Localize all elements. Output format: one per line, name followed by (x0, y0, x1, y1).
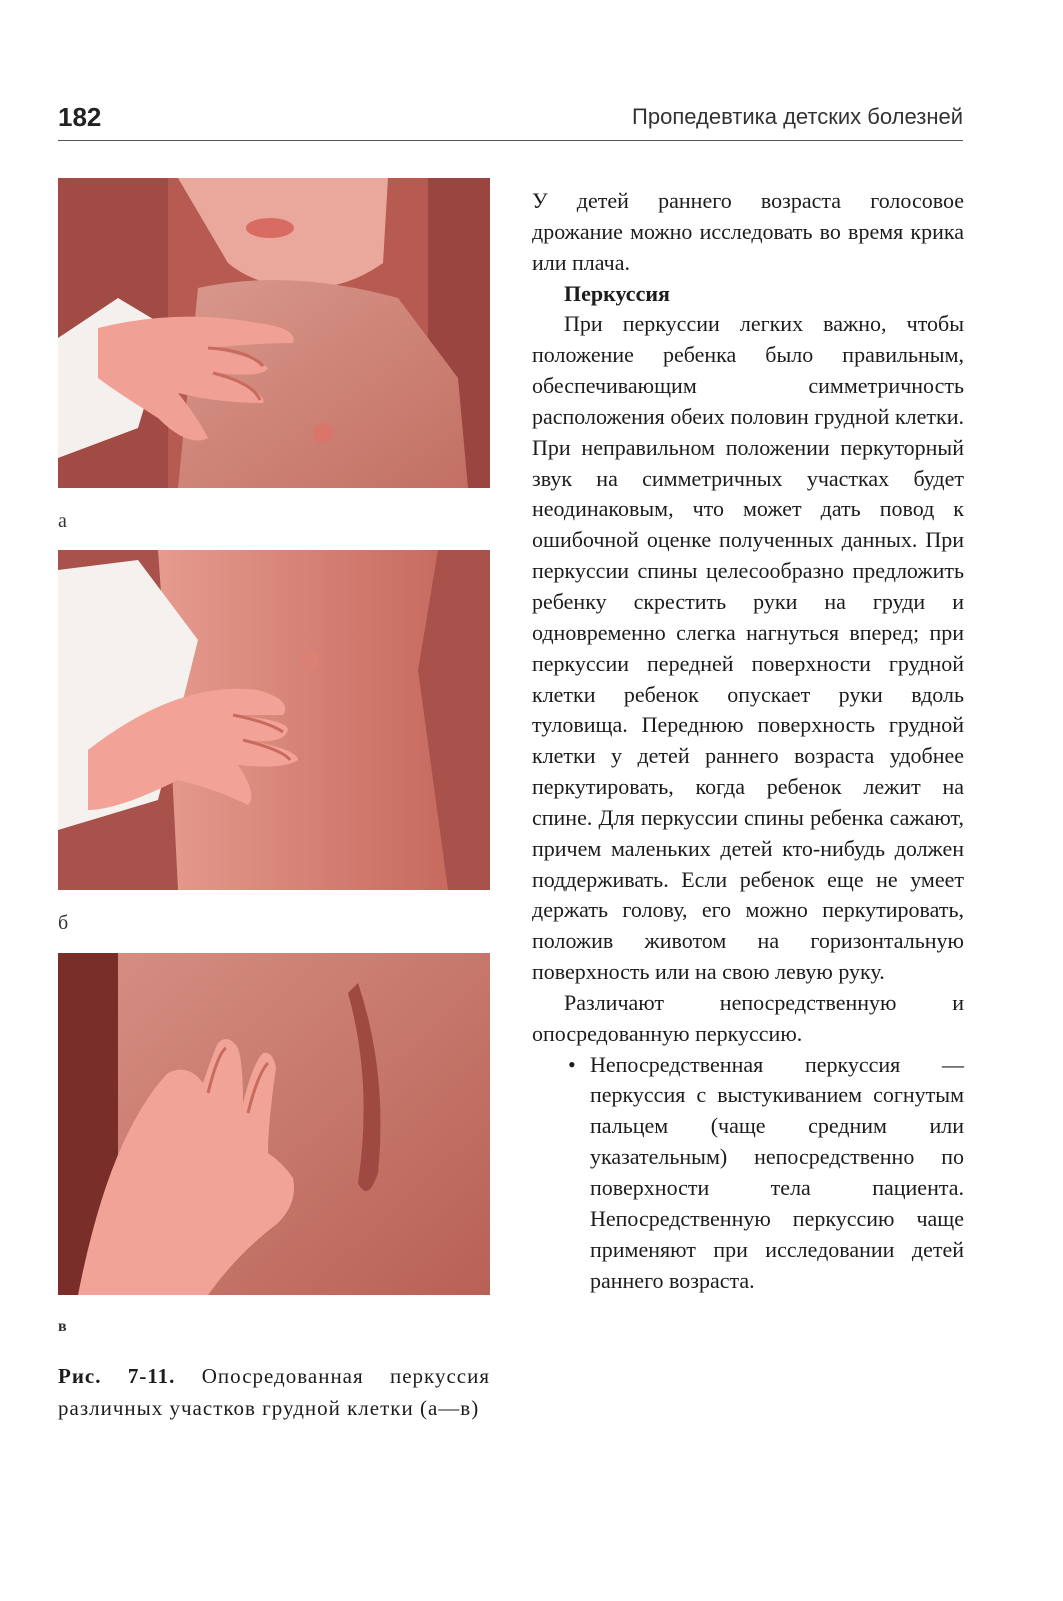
photo-a (58, 178, 490, 488)
intro-paragraph: У детей раннего возраста голосовое дрожание можно исследовать во время крика или плача. (532, 188, 964, 275)
figure-caption-label: Рис. 7-11. (58, 1364, 176, 1388)
photo-letter-c: в (58, 1318, 67, 1335)
section-heading: Перкуссия (564, 280, 670, 306)
photo-letter-b: б (58, 912, 69, 934)
photo-b-illustration (58, 550, 490, 890)
bullet-item (532, 1050, 964, 1297)
photo-c (58, 953, 490, 1295)
percussion-paragraph: При перкуссии легких важно, чтобы положение ребенка было правильным, обеспечивающим симметричность расположения обеих половин грудной клетки. При неправильном положении перкуторный звук на симметричных участках будет неодинаковым, что может дать повод к ошибочной оценке полученных данных. При перкуссии спины целесообразно предложить ребенку скрестить руки на груди и одновременно слегка нагнуться вперед; при перкуссии передней поверхности грудной клетки ребенок опускает руки вдоль туловища. Переднюю поверхность грудной клетки у детей раннего возраста удобнее перкутировать, когда ребенок лежит на спине. Для перкуссии спины ребенка сажают, причем маленьких детей кто-нибудь должен поддерживать. Если ребенок еще не умеет держать голову, его можно перкутировать, положив животом на горизонтальную поверхность или на свою левую руку. (532, 311, 964, 985)
running-header (58, 100, 963, 141)
photo-c-illustration (58, 953, 490, 1295)
figure-caption (58, 1360, 490, 1424)
body-text-column (532, 186, 964, 1296)
percussion-types-paragraph: Различают непосредственную и опосредованную перкуссию. (532, 989, 964, 1046)
running-title: Пропедевтика детских болезней (632, 104, 963, 129)
figure-caption-text: Опосредованная перкуссия различных участков грудной клетки (а—в) (58, 1364, 490, 1420)
photo-a-illustration (58, 178, 490, 488)
bullet-mark: • (568, 1051, 576, 1077)
photo-letter-a: а (58, 510, 67, 532)
page-number: 182 (58, 102, 102, 132)
photo-b (58, 550, 490, 890)
bullet-text: Непосредственная перкуссия — перкуссия с выстукиванием согнутым пальцем (чаще средним или указательным) непосредственно по поверхности тела пациента. Непосредственную перкуссию чаще применяют при исследовании детей раннего возраста. (590, 1051, 964, 1293)
